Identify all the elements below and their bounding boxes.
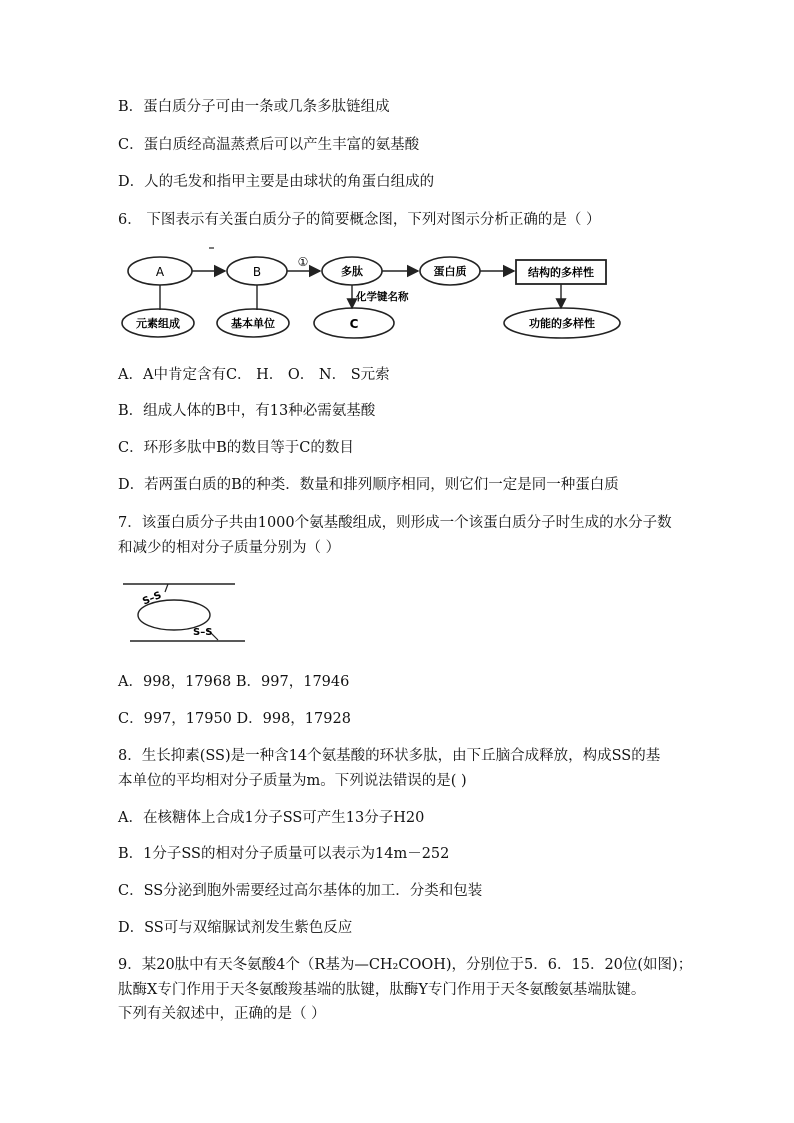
node-elements-label: 元素组成 [136,317,180,330]
disulfide-bond-upper: S–S [141,590,164,608]
node-protein-label: 蛋白质 [433,265,467,278]
step-1-label: ① [297,255,309,269]
q7-stem-line-2: 和减少的相对分子质量分别为（ ） [118,540,341,556]
q5-option-b: B．蛋白质分子可由一条或几条多肽链组成 [118,99,390,115]
q7-options-ab: A．998，17968 B．997，17946 [118,674,350,690]
node-c-label: C [349,317,359,331]
q6-option-d: D．若两蛋白质的B的种类．数量和排列顺序相同，则它们一定是同一种蛋白质 [118,477,619,493]
node-peptide-label: 多肽 [341,265,363,278]
node-unit-label: 基本单位 [231,317,275,330]
q8-option-d: D．SS可与双缩脲试剂发生紫色反应 [118,920,353,936]
q6-stem: 6． 下图表示有关蛋白质分子的简要概念图，下列对图示分析正确的是（ ） [118,212,601,228]
node-b-label: B [252,265,262,279]
q8-stem-line-1: 8．生长抑素(SS)是一种含14个氨基酸的环状多肽，由下丘脑合成释放，构成SS的基 [118,748,661,764]
q8-option-b: B．1分子SS的相对分子质量可以表示为14m－252 [118,846,450,862]
node-function-label: 功能的多样性 [529,317,595,330]
q7-stem-line-1: 7．该蛋白质分子共由1000个氨基酸组成，则形成一个该蛋白质分子时生成的水分子数 [118,515,672,531]
q5-option-c: C．蛋白质经高温蒸煮后可以产生丰富的氨基酸 [118,137,420,153]
q9-stem-line-1: 9．某20肽中有天冬氨酸4个（R基为—CH₂COOH)，分别位于5．6．15．20位(如图)； [118,957,693,973]
q6-option-b: B．组成人体的B中，有13种必需氨基酸 [118,403,376,419]
q8-stem-line-2: 本单位的平均相对分子质量为m。下列说法错误的是( ) [118,773,467,789]
top-chain-branch [165,584,168,592]
node-a-label: A [155,265,165,279]
q6-option-a: A．A中肯定含有C． H． O． N． S元索 [118,367,390,383]
q5-option-d: D．人的毛发和指甲主要是由球状的角蛋白组成的 [118,174,435,190]
protein-concept-diagram [0,240,794,350]
q8-option-c: C．SS分泌到胞外需要经过高尔基体的加工．分类和包装 [118,883,483,899]
disulfide-protein-figure [0,578,794,648]
q9-stem-line-2: 肽酶X专门作用于天冬氨酸羧基端的肽键，肽酶Y专门作用于天冬氨酸氨基端肽键。 [118,982,646,998]
disulfide-bond-lower: S–S [193,627,213,638]
q7-options-cd: C．997，17950 D．998，17928 [118,711,351,727]
bond-name-label: 化学键名称 [356,291,409,303]
q9-stem-line-3: 下列有关叙述中，正确的是（ ） [118,1006,326,1022]
q6-option-c: C．环形多肽中B的数目等于C的数目 [118,440,354,456]
node-structure-label: 结构的多样性 [528,266,594,279]
q8-option-a: A．在核糖体上合成1分子SS可产生13分子H20 [118,810,425,826]
